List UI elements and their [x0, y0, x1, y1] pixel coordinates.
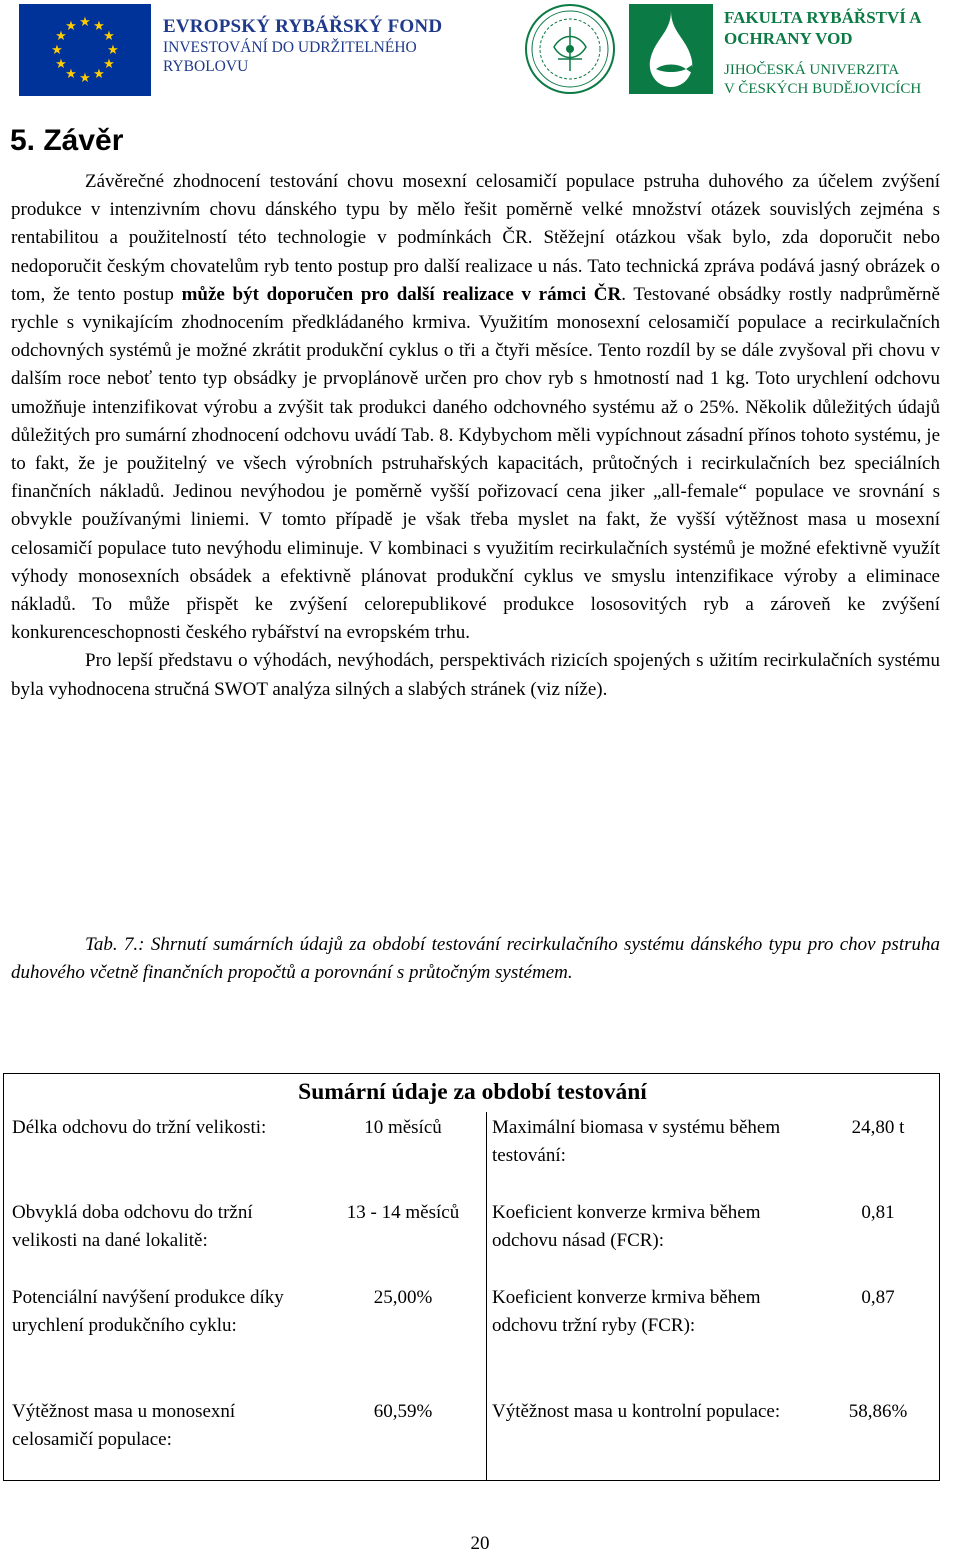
- table-cell-label-right: Výtěžnost masa u kontrolní populace:: [492, 1401, 781, 1422]
- svg-text:★: ★: [107, 43, 119, 58]
- page-header: [0, 0, 960, 100]
- table-cell-value-right: 24,80 t: [851, 1117, 905, 1138]
- table-cell-value-left: 13 - 14 měsíců: [346, 1202, 460, 1223]
- table-cell-value-left: 60,59%: [373, 1401, 433, 1422]
- paragraph-conclusion: [11, 168, 940, 647]
- svg-text:★: ★: [93, 19, 105, 34]
- table-cell-value-left: 10 měsíců: [364, 1117, 442, 1138]
- summary-table-title: Sumární údaje za období testování: [298, 1079, 647, 1105]
- eu-flag-graphic: [19, 4, 151, 96]
- faculty-title-line-2: OCHRANY VOD: [724, 29, 853, 48]
- svg-text:★: ★: [65, 67, 77, 82]
- svg-text:★: ★: [103, 57, 115, 72]
- table-cell-label-right: Koeficient konverze krmiva během odchovu násad (FCR):: [492, 1202, 761, 1251]
- column-divider: [486, 1112, 487, 1480]
- faculty-university-line-2: V ČESKÝCH BUDĚJOVICÍCH: [724, 81, 922, 97]
- eu-flag-icon: [19, 4, 151, 96]
- fund-text-block: [163, 16, 442, 76]
- svg-text:★: ★: [79, 71, 91, 86]
- fund-subtitle-line-1: INVESTOVÁNÍ DO UDRŽITELNÉHO: [163, 39, 417, 56]
- fund-subtitle-line-2: RYBOLOVU: [163, 58, 249, 75]
- table-cell-value-left: 25,00%: [373, 1287, 433, 1308]
- svg-text:★: ★: [103, 29, 115, 44]
- paragraph-text-end: . Testované obsádky rostly nadprůměrně rychle s vynikajícím zhodnocením předkládaného krmiva. Využitím monosexní celosamičí populace a recirkulačních odchovných systémů je možné zkrátit produkční cyklus o tři a čtyři měsíce. Tento rozdíl by se dále zvyšoval při chovu v dalším roce neboť tento typ obsádky je prvoplánově určen pro chov ryb s hmotností nad 1 kg. Toto urychlení odchovu umožňuje intenzifikovat výrobu a zvýšit tak produkci daného odchovného systému až o 25%. Několik důležitých údajů důležitých pro sumární zhodnocení odchovu uvádí Tab. 8. Kdybychom měli vypíchnout zásadní přínos tohoto systému, je to fakt, že je použitelný ve všech výrobních pstruhařských kapacitách, průtočných i recirkulačních bez speciálních finančních nákladů. Jedinou nevýhodou je poměrně vyšší pořizovací cena jiker „all-female“ populace ve srovnání s obvykle používanými liniemi. V tomto případě je však třeba myslet na fakt, že vyšší výtěžnost masa u mosexní celosamičí populace tuto nevýhodu eliminuje. V kombinaci s využitím recirkulačních systémů je možné efektivně využít výhody monosexních obsádek a efektivně plánovat produkční cyklus ve smyslu intenzifikace výroby a eliminace nákladů. To může přispět ke zvýšení celorepublikové produkce lososovitých ryb a zároveň ke zvýšení konkurenceschopnosti českého rybářství na evropském trhu.: [11, 283, 940, 644]
- faculty-title-line-1: FAKULTA RYBÁŘSTVÍ A: [724, 8, 922, 27]
- svg-text:★: ★: [55, 29, 67, 44]
- fund-title: EVROPSKÝ RYBÁŘSKÝ FOND: [163, 16, 443, 37]
- svg-text:★: ★: [55, 57, 67, 72]
- paragraph-bold-recommendation: může být doporučen pro další realizace v rámci ČR: [181, 283, 622, 305]
- table-cell-label-left: Délka odchovu do tržní velikosti:: [12, 1117, 267, 1138]
- table-cell-label-left: Obvyklá doba odchovu do tržní velikosti na dané lokalitě:: [12, 1202, 253, 1251]
- table-cell-label-left: Výtěžnost masa u monosexní celosamičí populace:: [12, 1401, 236, 1450]
- svg-text:★: ★: [79, 15, 91, 30]
- faculty-university-line-1: JIHOČESKÁ UNIVERZITA: [724, 62, 900, 78]
- table-cell-label-right: Koeficient konverze krmiva během odchovu tržní ryby (FCR):: [492, 1287, 761, 1336]
- table-cell-value-right: 0,81: [861, 1202, 895, 1223]
- faculty-logo-icon: [628, 3, 714, 95]
- svg-text:★: ★: [51, 43, 63, 58]
- paragraph-swot-intro: Pro lepší představu o výhodách, nevýhodách, perspektivách rizicích spojených s užitím recirkulačních systému byla vyhodnocena stručná SWOT analýza silných a slabých stránek (viz níže).: [11, 650, 940, 700]
- svg-text:★: ★: [93, 67, 105, 82]
- section-title: 5. Závěr: [10, 124, 124, 157]
- table-cell-value-right: 0,87: [861, 1287, 895, 1308]
- table-cell-value-right: 58,86%: [848, 1401, 908, 1422]
- page-number: 20: [470, 1533, 490, 1554]
- table-cell-label-right: Maximální biomasa v systému během testování:: [492, 1117, 781, 1166]
- paragraph-text-start: Závěrečné zhodnocení testování chovu mosexní celosamičí populace pstruha duhového za účelem zvýšení produkce v intenzivním chovu dánského typu by mělo řešit poměrně velké množství otázek souvislých zejména s rentabilitou a použitelností této technologie v podmínkách ČR. Stěžejní otázkou však bylo, zda doporučit nebo nedoporučit českým chovatelům ryb tento postup pro další realizace u nás. Tato technická zpráva podává jasný obrázek o tom, že tento postup: [11, 171, 940, 305]
- table-caption: Tab. 7.: Shrnutí sumárních údajů za období testování recirkulačního systému dánského typu pro chov pstruha duhového včetně finančních propočtů a porovnání s průtočným systémem.: [11, 934, 940, 983]
- faculty-text-block: [724, 7, 921, 99]
- university-seal-icon: [524, 3, 616, 95]
- table-cell-label-left: Potenciální navýšení produkce díky urychlení produkčního cyklu:: [12, 1287, 284, 1336]
- svg-text:★: ★: [65, 19, 77, 34]
- body-text: [11, 168, 940, 704]
- summary-table: [3, 1073, 940, 1481]
